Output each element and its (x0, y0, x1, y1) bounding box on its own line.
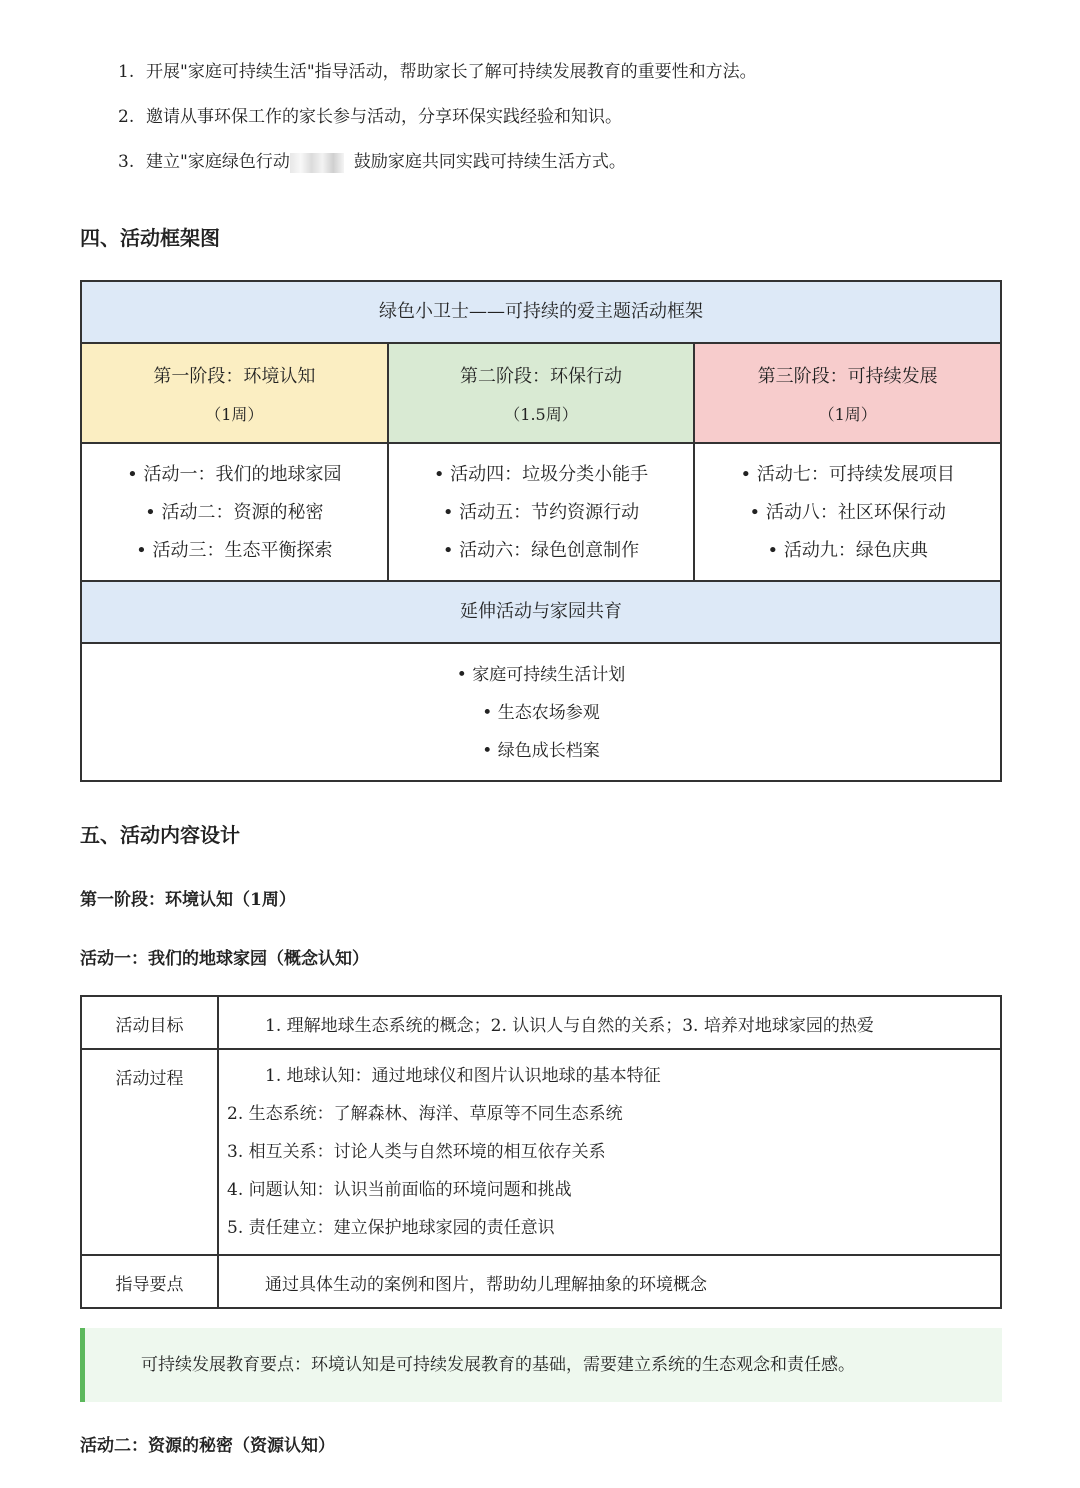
guide-label: 指导要点 (81, 1255, 218, 1308)
stage-3-header: 第三阶段：可持续发展 （1周） (695, 344, 1000, 442)
extension-title: 延伸活动与家园共育 (82, 582, 1000, 642)
stage-1-heading: 第一阶段：环境认知（1周） (80, 890, 296, 910)
section-5-title: 五、活动内容设计 (80, 823, 240, 847)
process-label: 活动过程 (81, 1049, 218, 1255)
process-list (218, 1049, 1001, 1255)
list-item: 3. 建立"家庭绿色行动 鼓励家庭共同实践可持续生活方式。 (118, 152, 626, 172)
activity-1-heading: 活动一：我们的地球家园（概念认知） (80, 949, 369, 969)
process-item: 1. 地球认知：通过地球仪和图片认识地球的基本特征 (265, 1066, 661, 1086)
list-item: 2. 邀请从事环保工作的家长参与活动，分享环保实践经验和知识。 (118, 107, 622, 127)
guide-text: 通过具体生动的案例和图片，帮助幼儿理解抽象的环境概念 (218, 1255, 1001, 1308)
process-item: 4. 问题认知：认识当前面临的环境问题和挑战 (227, 1180, 572, 1200)
list-item: 1. 开展"家庭可持续生活"指导活动，帮助家长了解可持续发展教育的重要性和方法。 (118, 62, 757, 82)
stage-1-header: 第一阶段：环境认知 （1周） (82, 344, 389, 442)
process-item: 5. 责任建立：建立保护地球家园的责任意识 (227, 1218, 555, 1238)
sustainability-note: 可持续发展教育要点：环境认知是可持续发展教育的基础，需要建立系统的生态观念和责任感。 (80, 1328, 1002, 1402)
stage-1-activities: • 活动一：我们的地球家园 • 活动二：资源的秘密 • 活动三：生态平衡探索 (82, 444, 389, 580)
process-item: 3. 相互关系：讨论人类与自然环境的相互依存关系 (227, 1142, 606, 1162)
activity-1-table (80, 995, 1002, 1309)
framework-title: 绿色小卫士——可持续的爱主题活动框架 (82, 282, 1000, 342)
section-4-title: 四、活动框架图 (80, 226, 220, 250)
stage-2-activities: • 活动四：垃圾分类小能手 • 活动五：节约资源行动 • 活动六：绿色创意制作 (389, 444, 696, 580)
framework-table (80, 280, 1002, 782)
goal-text: 1. 理解地球生态系统的概念；2. 认识人与自然的关系；3. 培养对地球家园的热爱 (218, 996, 1001, 1049)
stage-3-activities: • 活动七：可持续发展项目 • 活动八：社区环保行动 • 活动九：绿色庆典 (740, 464, 955, 561)
goal-label: 活动目标 (81, 996, 218, 1049)
process-item: 2. 生态系统：了解森林、海洋、草原等不同生态系统 (227, 1104, 623, 1124)
home-guidance-list (118, 58, 757, 193)
extension-items: • 家庭可持续生活计划 • 生态农场参观 • 绿色成长档案 (456, 665, 626, 761)
redacted-blur (290, 153, 344, 173)
activity-2-heading: 活动二：资源的秘密（资源认知） (80, 1436, 335, 1456)
stage-2-header: 第二阶段：环保行动 （1.5周） (389, 344, 696, 442)
